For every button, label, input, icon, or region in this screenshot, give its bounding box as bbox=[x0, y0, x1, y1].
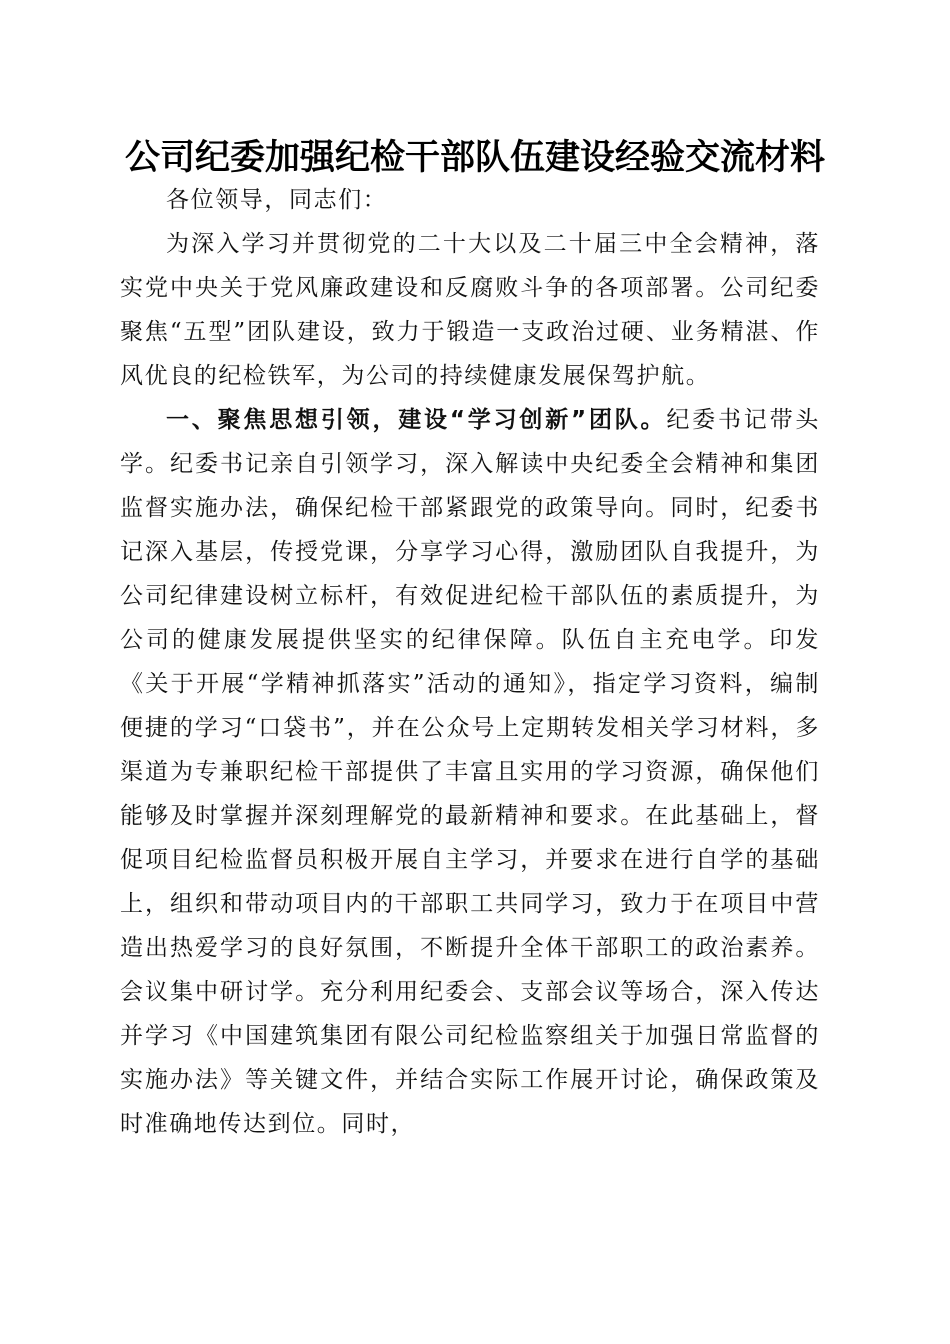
document-body bbox=[120, 178, 820, 1146]
section-1-heading: 一、聚焦思想引领，建设“学习创新”团队。 bbox=[166, 407, 667, 433]
section-1-paragraph bbox=[120, 398, 820, 1146]
section-1-body: 纪委书记带头学。纪委书记亲自引领学习，深入解读中央纪委全会精神和集团监督实施办法，确保纪检干部紧跟党的政策导向。同时，纪委书记深入基层，传授党课，分享学习心得，激励团队自我提升，为公司纪律建设树立标杆，有效促进纪检干部队伍的素质提升，为公司的健康发展提供坚实的纪律保障。队伍自主充电学。印发《关于开展“学精神抓落实”活动的通知》，指定学习资料，编制便捷的学习“口袋书”，并在公众号上定期转发相关学习材料，多渠道为专兼职纪检干部提供了丰富且实用的学习资源，确保他们能够及时掌握并深刻理解党的最新精神和要求。在此基础上，督促项目纪检监督员积极开展自主学习，并要求在进行自学的基础上，组织和带动项目内的干部职工共同学习，致力于在项目中营造出热爱学习的良好氛围，不断提升全体干部职工的政治素养。会议集中研讨学。充分利用纪委会、支部会议等场合，深入传达并学习《中国建筑集团有限公司纪检监察组关于加强日常监督的实施办法》等关键文件，并结合实际工作展开讨论，确保政策及时准确地传达到位。同时， bbox=[120, 407, 820, 1137]
intro-paragraph: 为深入学习并贯彻党的二十大以及二十届三中全会精神，落实党中央关于党风廉政建设和反腐败斗争的各项部署。公司纪委聚焦“五型”团队建设，致力于锻造一支政治过硬、业务精湛、作风优良的纪检铁军，为公司的持续健康发展保驾护航。 bbox=[120, 231, 820, 389]
document-title: 公司纪委加强纪检干部队伍建设经验交流材料 bbox=[124, 138, 825, 178]
greeting-paragraph: 各位领导，同志们： bbox=[166, 187, 388, 213]
